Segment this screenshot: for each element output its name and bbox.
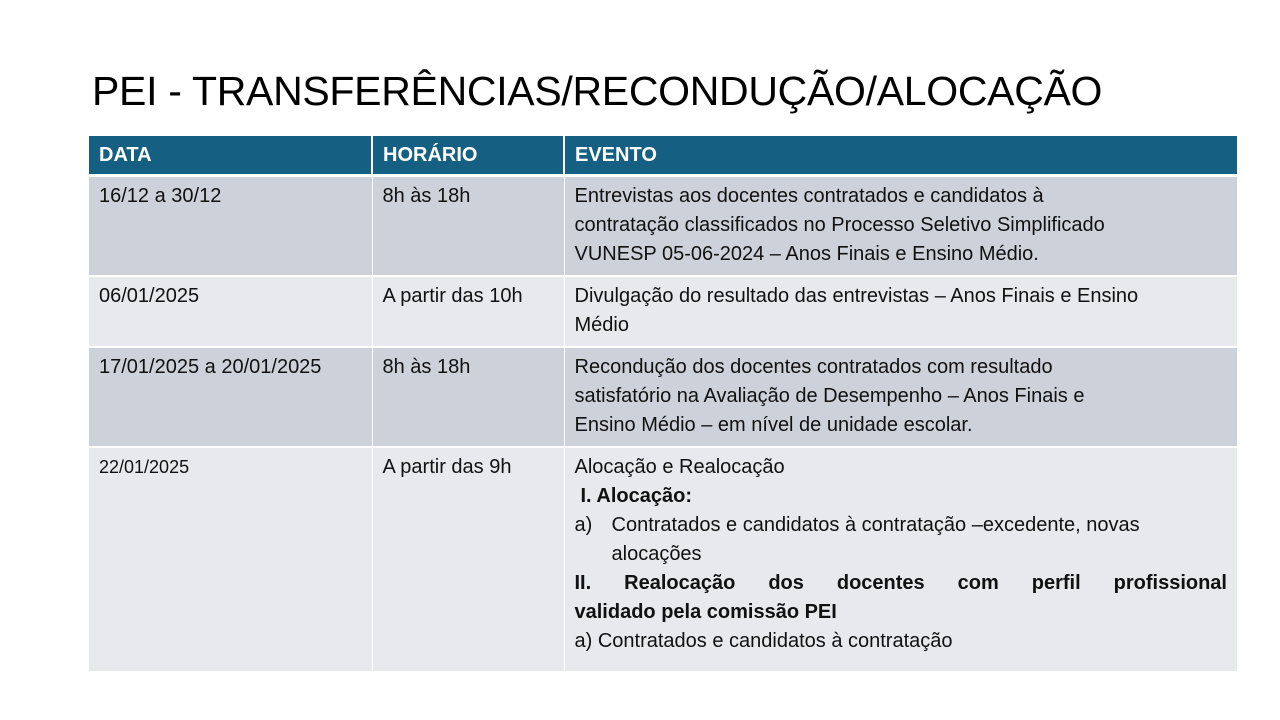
schedule-table — [89, 136, 1237, 673]
event-line: Médio — [574, 314, 629, 336]
list-item-line: Contratados e candidatos à contratação –excedente, novas — [611, 514, 1140, 536]
event-line: Divulgação do resultado das entrevistas – Anos Finais e Ensino — [574, 285, 1139, 307]
list-marker: a) — [574, 514, 593, 536]
list-item-line: alocações — [611, 543, 702, 565]
section-realocacao-item: a) Contratados e candidatos à contratação — [574, 630, 953, 652]
list-item-text — [612, 511, 1140, 569]
table-row — [89, 176, 1237, 277]
section-realocacao-title-line: validado pela comissão PEI — [574, 601, 837, 623]
event-line: satisfatório na Avaliação de Desempenho – Anos Finais e — [574, 385, 1085, 407]
table-header-row — [89, 136, 1237, 176]
row-event — [564, 276, 1237, 347]
row-event — [564, 176, 1237, 277]
event-line: VUNESP 05-06-2024 – Anos Finais e Ensino Médio. — [574, 243, 1039, 265]
row-event — [564, 447, 1237, 672]
table-row — [89, 347, 1237, 447]
row-date: 06/01/2025 — [89, 276, 372, 347]
row-date: 16/12 a 30/12 — [89, 176, 372, 277]
row-time: A partir das 9h — [372, 447, 564, 672]
event-line: Recondução dos docentes contratados com resultado — [574, 356, 1053, 378]
section-alocacao-title: I. Alocação: — [580, 485, 693, 507]
header-date: DATA — [89, 136, 372, 176]
section-realocacao-title-line: II. Realocação dos docentes com perfil profissional — [574, 572, 1227, 594]
row-time: 8h às 18h — [372, 347, 564, 447]
slide-title: PEI - TRANSFERÊNCIAS/RECONDUÇÃO/ALOCAÇÃO — [92, 68, 1103, 114]
row-date: 22/01/2025 — [89, 447, 372, 672]
list-item — [575, 511, 1228, 569]
row-time: A partir das 10h — [372, 276, 564, 347]
event-line: Ensino Médio – em nível de unidade escolar. — [574, 414, 973, 436]
row-date: 17/01/2025 a 20/01/2025 — [89, 347, 372, 447]
event-line: contratação classificados no Processo Seletivo Simplificado — [574, 214, 1105, 236]
row-time: 8h às 18h — [372, 176, 564, 277]
table-row — [89, 447, 1237, 672]
header-time: HORÁRIO — [372, 136, 564, 176]
event-line: Entrevistas aos docentes contratados e candidatos à — [574, 185, 1044, 207]
header-event: EVENTO — [564, 136, 1237, 176]
event-heading: Alocação e Realocação — [574, 456, 785, 478]
row-event — [564, 347, 1237, 447]
table-row — [89, 276, 1237, 347]
